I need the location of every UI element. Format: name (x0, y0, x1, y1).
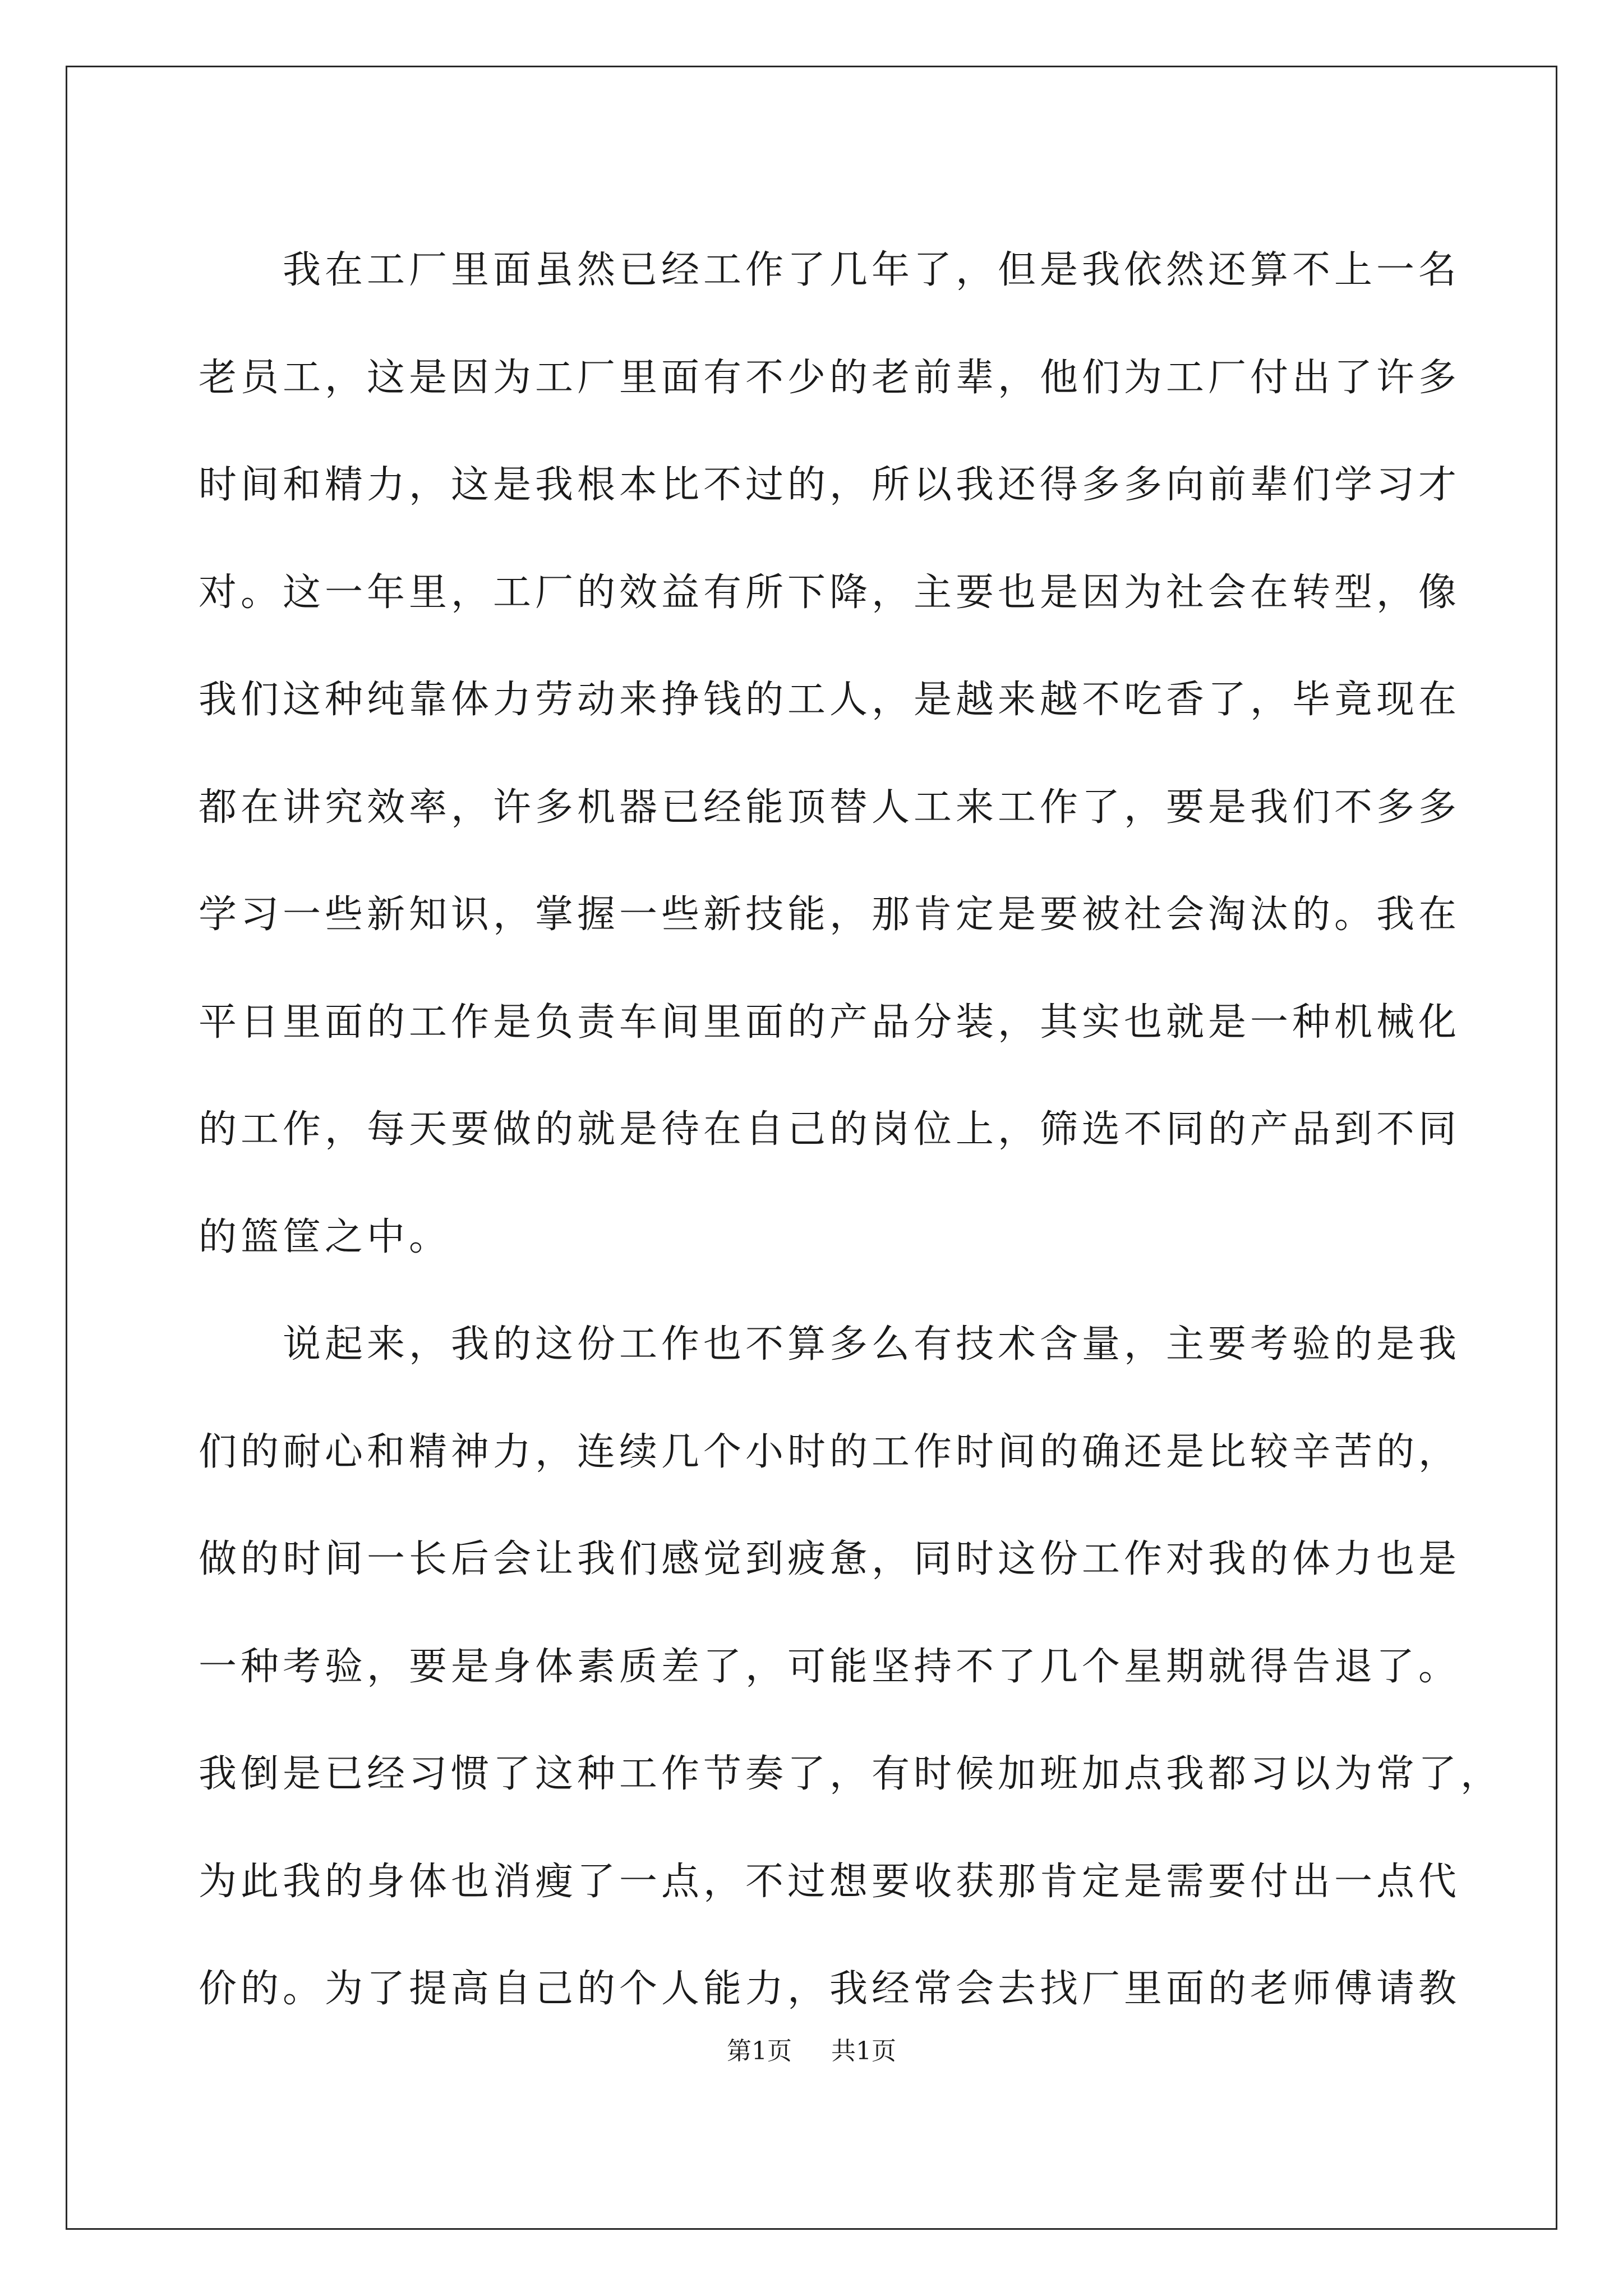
paragraph-2-line-1: 说起来，我的这份工作也不算多么有技术含量，主要考验的是我 (283, 1322, 1461, 1366)
paragraph-1-line-9: 的工作，每天要做的就是待在自己的岗位上，筛选不同的产品到不同 (199, 1107, 1461, 1152)
paragraph-1-line-2: 老员工，这是因为工厂里面有不少的老前辈，他们为工厂付出了许多 (199, 355, 1461, 400)
paragraph-2-line-5: 我倒是已经习惯了这种工作节奏了，有时候加班加点我都习以为常了， (199, 1752, 1503, 1796)
page-number-current: 第1页 (727, 2037, 792, 2065)
paragraph-1-line-10: 的篮筐之中。 (199, 1214, 451, 1259)
paragraph-1-line-1: 我在工厂里面虽然已经工作了几年了，但是我依然还算不上一名 (283, 248, 1461, 292)
page-number-total: 共1页 (831, 2037, 896, 2065)
paragraph-2-line-4: 一种考验，要是身体素质差了，可能坚持不了几个星期就得告退了。 (199, 1644, 1461, 1689)
paragraph-1-line-7: 学习一些新知识，掌握一些新技能，那肯定是要被社会淘汰的。我在 (199, 892, 1461, 937)
document-body (199, 217, 1503, 2043)
paragraph-1-line-3: 时间和精力，这是我根本比不过的，所以我还得多多向前辈们学习才 (199, 463, 1461, 507)
paragraph-1-line-4: 对。这一年里，工厂的效益有所下降，主要也是因为社会在转型，像 (199, 570, 1461, 615)
page-footer (0, 2031, 1623, 2067)
paragraph-1-line-5: 我们这种纯靠体力劳动来挣钱的工人，是越来越不吃香了，毕竟现在 (199, 678, 1461, 722)
paragraph-2-line-7: 价的。为了提高自己的个人能力，我经常会去找厂里面的老师傅请教 (199, 1967, 1461, 2011)
paragraph-2-line-3: 做的时间一长后会让我们感觉到疲惫，同时这份工作对我的体力也是 (199, 1537, 1461, 1581)
paragraph-1-line-8: 平日里面的工作是负责车间里面的产品分装，其实也就是一种机械化 (199, 1000, 1461, 1045)
paragraph-2-line-6: 为此我的身体也消瘦了一点，不过想要收获那肯定是需要付出一点代 (199, 1859, 1461, 1904)
paragraph-1-line-6: 都在讲究效率，许多机器已经能顶替人工来工作了，要是我们不多多 (199, 785, 1461, 830)
paragraph-2-line-2: 们的耐心和精神力，连续几个小时的工作时间的确还是比较辛苦的， (199, 1429, 1461, 1474)
